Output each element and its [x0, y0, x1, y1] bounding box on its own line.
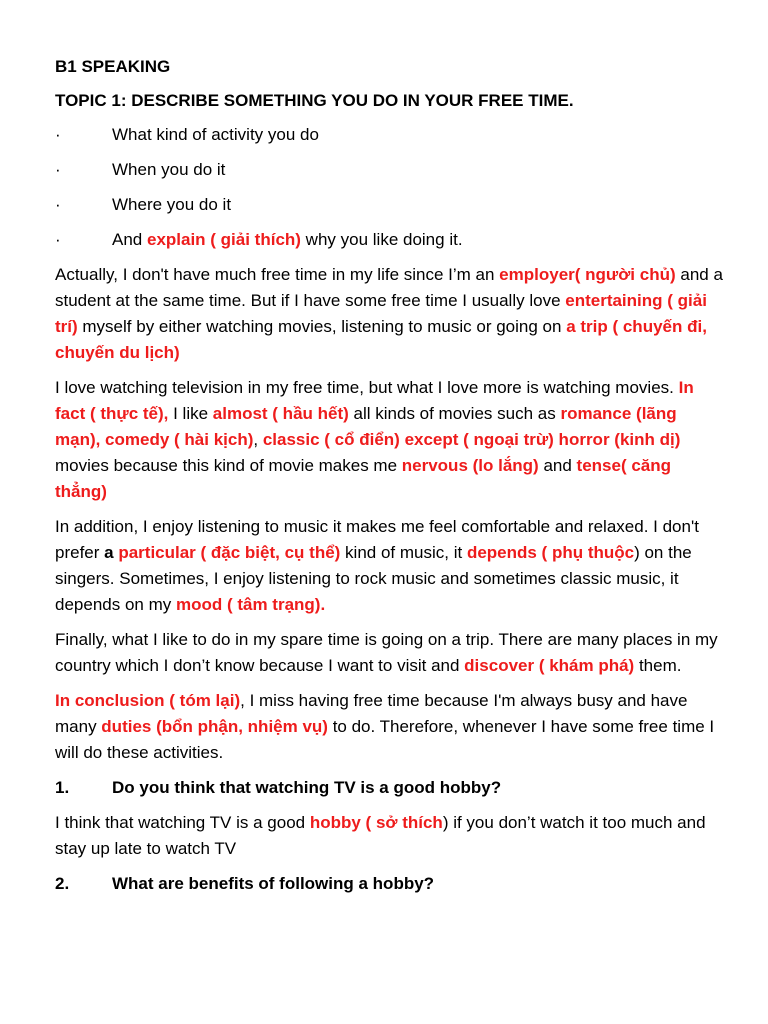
question-text: Do you think that watching TV is a good hobby? — [112, 778, 502, 797]
bullet-marker: · — [55, 230, 61, 249]
topic-heading: TOPIC 1: DESCRIBE SOMETHING YOU DO IN YOUR FREE TIME. — [55, 91, 574, 110]
document-title: B1 SPEAKING — [55, 57, 171, 76]
bullet-text — [112, 192, 231, 218]
bullet-item — [55, 157, 723, 183]
text-run: In addition, I enjoy listening to music it makes me feel comfortable and relaxed. I don't prefer — [55, 517, 699, 562]
question-2 — [55, 871, 723, 897]
text-run: I think that watching TV is a good — [55, 813, 310, 832]
text-run: movies because this kind of movie makes me — [55, 456, 402, 475]
vocabulary-highlight: depends ( phụ thuộc — [466, 543, 635, 562]
question-number: 2. — [55, 874, 70, 893]
vocabulary-highlight: discover ( khám phá) — [464, 656, 635, 675]
paragraph-trip — [55, 627, 723, 679]
bullet-text — [112, 122, 319, 148]
text-run: What kind of activity you do — [112, 125, 319, 144]
bullet-item — [55, 192, 723, 218]
vocabulary-highlight: hobby ( sở thích — [309, 813, 443, 832]
vocabulary-highlight: mood ( tâm trạng). — [175, 595, 326, 614]
answer-1 — [55, 810, 723, 862]
bullet-text — [112, 157, 225, 183]
vocabulary-highlight: almost ( hầu hết) — [212, 404, 349, 423]
text-run: ) if you don’t watch it too much and stay up late to watch TV — [55, 813, 706, 858]
text-run: , — [253, 430, 263, 449]
bullet-item — [55, 122, 723, 148]
vocabulary-highlight: a trip ( chuyến đi, chuyến du lịch) — [55, 317, 707, 362]
text-run: all kinds of movies such as — [348, 404, 561, 423]
paragraph-intro — [55, 262, 723, 366]
vocabulary-highlight: In fact ( thực tế), — [55, 378, 694, 423]
vocabulary-highlight: entertaining ( giải trí) — [55, 291, 707, 336]
document-page — [55, 54, 723, 906]
question-number: 1. — [55, 778, 70, 797]
bullet-text — [112, 227, 463, 253]
question-text: What are benefits of following a hobby? — [112, 874, 435, 893]
bullet-marker: · — [55, 195, 61, 214]
text-run: Actually, I don't have much free time in my life since I’m an — [55, 265, 500, 284]
bullet-item — [55, 227, 723, 253]
text-run: I love watching television in my free time, but what I love more is watching movies. — [55, 378, 679, 397]
text-run: Where you do it — [112, 195, 232, 214]
bullet-list — [55, 122, 723, 253]
bullet-marker: · — [55, 160, 61, 179]
text-run: myself by either watching movies, listening to music or going on — [77, 317, 567, 336]
text-run: why you like doing it. — [300, 230, 463, 249]
text-run: and a student at the same time. But if I have some free time I usually love — [55, 265, 723, 310]
paragraph-movies — [55, 375, 723, 505]
vocabulary-highlight: particular ( đặc biệt, cụ thể) — [118, 543, 341, 562]
vocabulary-highlight: romance (lãng mạn), comedy ( hài kịch) — [55, 404, 677, 449]
text-run: When you do it — [112, 160, 226, 179]
text-run: and — [538, 456, 577, 475]
bullet-marker: · — [55, 125, 61, 144]
text-run: , I miss having free time because I'm always busy and have many — [55, 691, 688, 736]
text-run: kind of music, it — [340, 543, 467, 562]
text-run: ) on the singers. Sometimes, I enjoy listening to rock music and sometimes classic music, it depends on my — [55, 543, 692, 614]
text-run: I like — [168, 404, 213, 423]
text-run: to do. Therefore, whenever I have some free time I will do these activities. — [55, 717, 715, 762]
paragraph-conclusion — [55, 688, 723, 766]
text-run: And — [112, 230, 147, 249]
text-run: a — [104, 543, 119, 562]
vocabulary-highlight: tense( căng thẳng) — [55, 456, 672, 501]
paragraph-music — [55, 514, 723, 618]
vocabulary-highlight: employer( người chủ) — [499, 265, 676, 284]
question-1 — [55, 775, 723, 801]
vocabulary-highlight: classic ( cổ điển) except ( ngoại trừ) horror (kinh dị) — [262, 430, 681, 449]
text-run: Finally, what I like to do in my spare time is going on a trip. There are many places in my country which I don’t know because I want to visit and — [55, 630, 718, 675]
vocabulary-highlight: In conclusion ( tóm lại) — [55, 691, 241, 710]
vocabulary-highlight: nervous (lo lắng) — [401, 456, 539, 475]
vocabulary-highlight: explain ( giải thích) — [146, 230, 301, 249]
text-run: them. — [634, 656, 682, 675]
vocabulary-highlight: duties (bổn phận, nhiệm vụ) — [101, 717, 328, 736]
